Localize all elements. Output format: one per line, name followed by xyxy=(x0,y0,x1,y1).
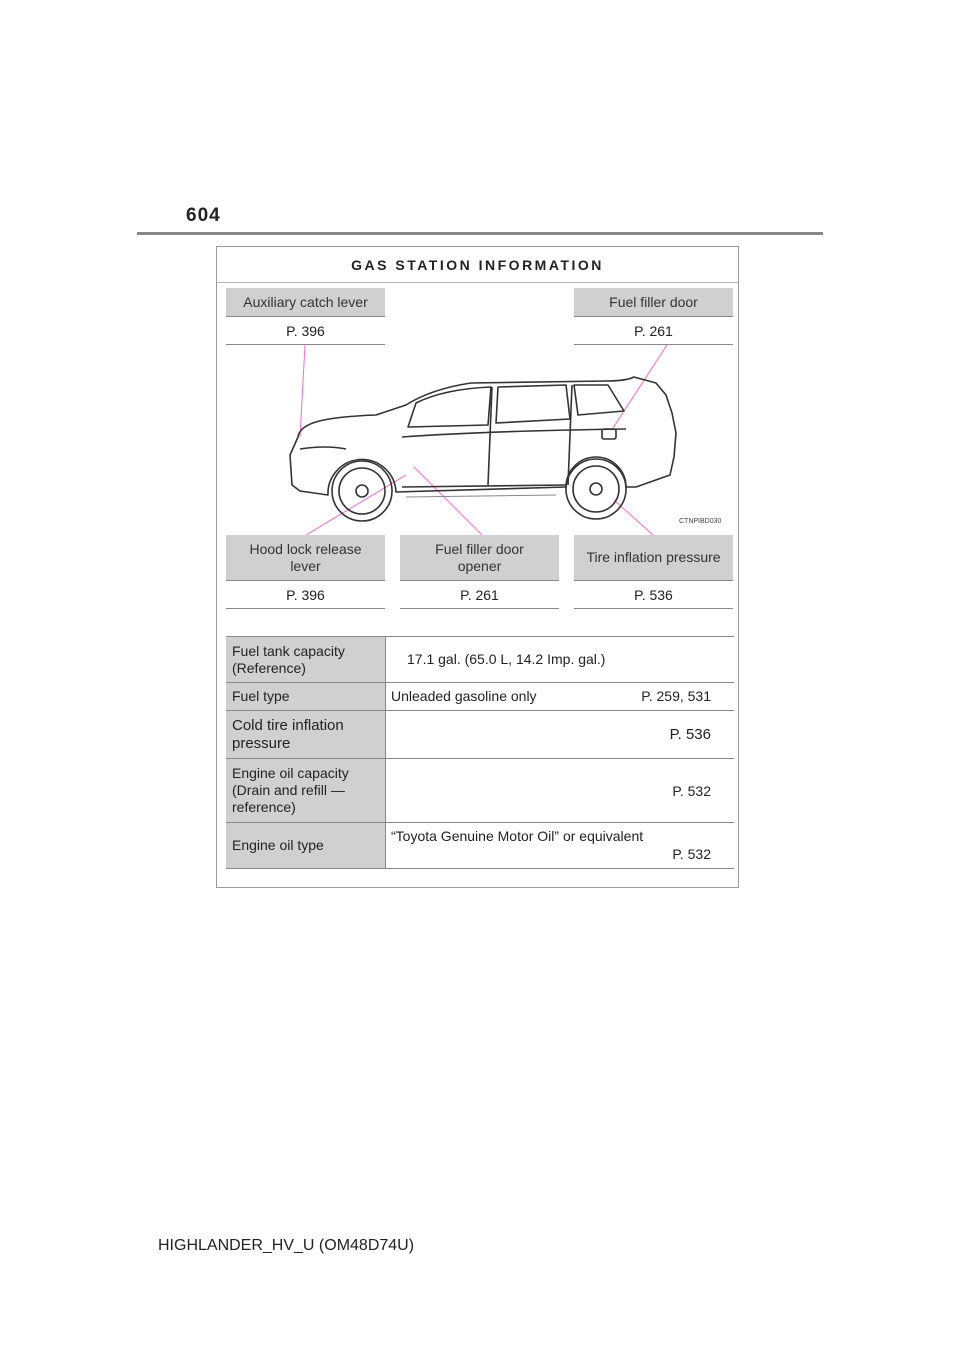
callout-label: Fuel filler door xyxy=(574,288,733,317)
callout-label: Hood lock release lever xyxy=(226,535,385,581)
spec-value xyxy=(386,823,734,868)
callout-fuel-filler-door-opener xyxy=(400,535,559,609)
callout-page-ref[interactable]: P. 396 xyxy=(226,581,385,609)
callout-page-ref[interactable]: P. 396 xyxy=(226,317,385,345)
spec-page-ref[interactable]: P. 532 xyxy=(672,846,711,862)
figure-code: CTNPIBD030 xyxy=(679,518,722,525)
box-title: GAS STATION INFORMATION xyxy=(217,247,738,283)
callout-page-ref[interactable]: P. 261 xyxy=(574,317,733,345)
spec-row-fuel-type xyxy=(226,683,734,711)
spec-label: Fuel tank capacity (Reference) xyxy=(226,637,386,682)
footer-model-code: HIGHLANDER_HV_U (OM48D74U) xyxy=(158,1237,415,1254)
spec-page-ref[interactable]: P. 259, 531 xyxy=(641,688,711,704)
spec-value xyxy=(386,637,734,682)
callout-label: Fuel filler door opener xyxy=(400,535,559,581)
callout-label: Tire inflation pressure xyxy=(574,535,733,581)
callout-tire-inflation-pressure xyxy=(574,535,733,609)
page-number: 604 xyxy=(186,205,221,226)
spec-page-ref[interactable]: P. 532 xyxy=(672,783,711,799)
spec-label: Cold tire inflation pressure xyxy=(226,711,386,758)
spec-value xyxy=(386,711,734,758)
callout-page-ref[interactable]: P. 261 xyxy=(400,581,559,609)
vehicle-side-view-illustration xyxy=(226,345,734,535)
spec-label: Engine oil type xyxy=(226,823,386,868)
spec-text: Unleaded gasoline only xyxy=(391,688,537,704)
header-rule xyxy=(137,232,823,235)
suv-outline xyxy=(290,377,676,495)
spec-value xyxy=(386,683,734,710)
ground-shadow xyxy=(406,495,556,497)
spec-row-engine-oil-type xyxy=(226,823,734,869)
spec-page-ref[interactable]: P. 536 xyxy=(669,726,711,743)
spec-row-fuel-tank-capacity xyxy=(226,637,734,683)
callout-hood-lock-release-lever xyxy=(226,535,385,609)
callout-auxiliary-catch-lever xyxy=(226,288,385,345)
spec-text: 17.1 gal. (65.0 L, 14.2 Imp. gal.) xyxy=(407,651,606,667)
callout-fuel-filler-door xyxy=(574,288,733,345)
spec-value xyxy=(386,759,734,822)
spec-label: Fuel type xyxy=(226,683,386,710)
spec-table xyxy=(226,636,734,869)
spec-row-cold-tire-inflation-pressure xyxy=(226,711,734,759)
spec-label: Engine oil capacity (Drain and refill — reference) xyxy=(226,759,386,822)
callout-label: Auxiliary catch lever xyxy=(226,288,385,317)
spec-text: “Toyota Genuine Motor Oil” or equivalent xyxy=(391,828,644,844)
callout-page-ref[interactable]: P. 536 xyxy=(574,581,733,609)
spec-row-engine-oil-capacity xyxy=(226,759,734,823)
